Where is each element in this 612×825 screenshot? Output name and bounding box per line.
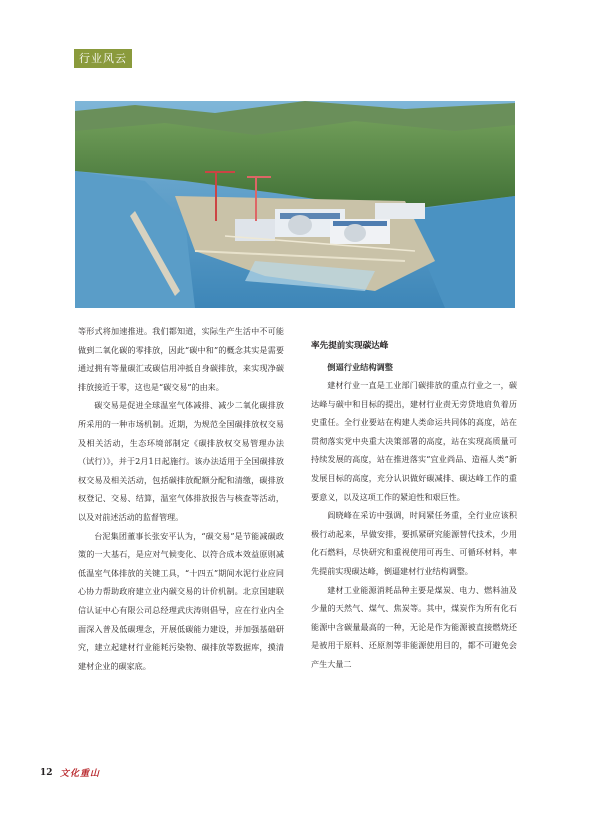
magazine-logo: 文化重山 [60, 769, 101, 779]
paragraph: 建材工业能源消耗品种主要是煤炭、电力、燃料油及少量的天然气、煤气、焦炭等。其中，煤炭作为所有化石能源中含碳量最高的一种，无论是作为能源被直接燃烧还是被用于原料、还原剂等非能源使用目的，都不可避免会产生大量二 [311, 584, 517, 669]
nuclear-plant-photo [75, 101, 515, 308]
section-subheading: 倒逼行业结构调整 [327, 362, 393, 372]
left-column [78, 322, 284, 675]
paragraph: 等形式将加速推进。我们都知道，实际生产生活中不可能做到二氧化碳的零排放，因此“碳中和”的概念其实是需要通过拥有等量碳汇或碳信用冲抵自身碳排放，来实现净碳排放接近于零，这也是“碳交易”的由来。 [78, 326, 284, 392]
paragraph: 建材行业一直是工业部门碳排放的重点行业之一，碳达峰与碳中和目标的提出，建材行业责无旁贷地肩负着历史重任。全行业要站在构建人类命运共同体的高度，站在贯彻落实党中央重大决策部署的高度，站在实现高质量可持续发展的高度，站在推进落实“宜业尚品、造福人类”新发展目标的高度，充分认识做好碳减排、碳达峰工作的重要意义，以及这项工作的紧迫性和艰巨性。 [311, 380, 517, 502]
right-column [311, 337, 517, 674]
section-tag: 行业风云 [74, 49, 132, 68]
paragraph: 台泥集团董事长张安平认为，“碳交易”是节能减碳政策的一大基石，是应对气候变化、以符合成本效益原则减低温室气体排放的关键工具，“十四五”期间水泥行业应同心协力帮助政府建立业内碳交易的计价机制。北京国建联信认证中心有限公司总经理武庆涛则倡导，应在行业内全面深入普及低碳理念，开展低碳能力建设，并加强基础研究，建立起建材行业能耗污染物、碳排放等数据库，摸清建材企业的碳家底。 [78, 530, 284, 671]
section-heading: 率先提前实现碳达峰 [311, 341, 389, 351]
page-number: 12 [40, 768, 53, 778]
paragraph: 碳交易是促进全球温室气体减排、减少二氧化碳排放所采用的一种市场机制。近期，为规范全国碳排放权交易及相关活动，生态环境部制定《碳排放权交易管理办法（试行）》，并于2月1日起施行。该办法适用于全国碳排放权交易及相关活动，包括碳排放配额分配和清缴，碳排放权登记、交易、结算，温室气体排放报告与核查等活动，以及对前述活动的监督管理。 [78, 400, 284, 522]
paragraph: 阎晓峰在采访中强调，时间紧任务重，全行业应该积极行动起来，早做安排，要抓紧研究能源替代技术，少用化石燃料，尽快研究和重视使用可再生、可循环材料，率先提前实现碳达峰，倒逼建材行业结构调整。 [311, 510, 517, 576]
